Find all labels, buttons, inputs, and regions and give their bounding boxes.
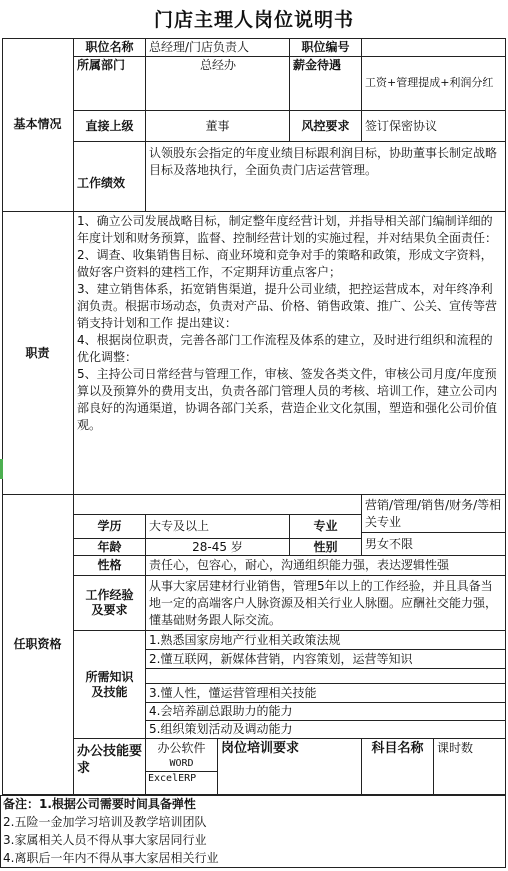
position-name-value: 总经理/门店负责人 <box>146 38 290 57</box>
notes-frame <box>0 795 506 868</box>
skill-item-blank <box>146 669 506 684</box>
office-software-word: WORD <box>169 758 194 769</box>
duty-item: 3、建立销售体系，拓宽销售渠道，提升公司业绩，把控运营成本，对年终净利润负责。根据市场动态，负责对产品、价格、销售政策、推广、公关、宣传等营销支持计划和工作 提出建议： <box>77 282 498 330</box>
department-label: 所属部门 <box>74 57 146 111</box>
office-software-label: 办公软件 <box>157 741 206 755</box>
major-value: 营销/管理/销售/财务/等相关专业 <box>362 495 506 533</box>
personality-label: 性格 <box>74 556 146 576</box>
supervisor-label: 直接上级 <box>74 111 146 142</box>
qualification-blank-top <box>74 495 362 514</box>
experience-value: 从事大家居建材行业销售，管理5年以上的工作经验，并且具备当地一定的高端客户人脉资源及相关行业人脉圈。应酬社交能力强，懂基础财务跟人际交流。 <box>146 576 506 631</box>
salary-label: 薪金待遇 <box>290 57 362 111</box>
position-no-value <box>362 38 506 57</box>
note-text: 4.离职后一年内不得从事大家居相关行业 <box>3 851 219 865</box>
performance-label: 工作绩效 <box>74 142 146 212</box>
risk-control-value: 签订保密协议 <box>362 111 506 142</box>
subject-name-label: 科目名称 <box>362 739 434 795</box>
row-marker <box>0 459 3 479</box>
duty-item: 2、调查、收集销售目标、商业环境和竞争对手的策略和政策，形成文字资料，做好客户资料的建档工作，不定期拜访重点客户； <box>77 248 493 279</box>
age-value: 28-45 岁 <box>146 539 290 556</box>
skills-label: 所需知识及技能 <box>74 631 146 739</box>
skill-item: 1.熟悉国家房地产行业相关政策法规 <box>146 631 506 650</box>
skill-item: 3.懂人性，懂运营管理相关技能 <box>146 684 506 703</box>
training-label: 岗位培训要求 <box>218 739 362 795</box>
office-skills-value <box>146 739 218 795</box>
duty-item: 5、主持公司日常经营与管理工作，审核、签发各类文件，审核公司月度/年度预算以及预算外的费用支出，负责各部门管理人员的考核、培训工作，建立公司内部良好的沟通渠道，协调各部门关系，营造企业文化氛围，塑造和强化公司价值观。 <box>77 367 498 432</box>
skill-item: 4.会培养副总跟助力的能力 <box>146 703 506 721</box>
duty-item: 4、根据岗位职责，完善各部门工作流程及体系的建立，及时进行组织和流程的优化调整： <box>77 333 493 364</box>
performance-value: 认领股东会指定的年度业绩目标跟利润目标，协助董事长制定战略目标及落地执行，全面负责门店运营管理。 <box>146 142 506 212</box>
position-no-label: 职位编号 <box>290 38 362 57</box>
personality-value: 责任心，包容心，耐心，沟通组织能力强，表达逻辑性强 <box>146 556 506 576</box>
age-label: 年龄 <box>74 539 146 556</box>
office-software-excel: ExcelERP <box>146 771 217 786</box>
document-title: 门店主理人岗位说明书 <box>153 9 354 31</box>
note-text: 备注：1.根据公司需要时间具备弹性 <box>3 797 196 811</box>
office-skills-label: 办公技能要求 <box>74 739 146 795</box>
course-hours-label: 课时数 <box>434 739 506 795</box>
position-name-label: 职位名称 <box>74 38 146 57</box>
department-value: 总经办 <box>146 57 290 111</box>
section-duties-label: 职责 <box>2 212 74 495</box>
supervisor-value: 董事 <box>146 111 290 142</box>
risk-control-label: 风控要求 <box>290 111 362 142</box>
duty-item: 1、确立公司发展战略目标，制定整年度经营计划，并指导相关部门编制详细的年度计划和财务预算，监督、控制经营计划的实施过程，并对结果负全面责任： <box>77 214 498 245</box>
experience-label: 工作经验及要求 <box>74 576 146 631</box>
gender-label: 性别 <box>290 539 362 556</box>
skill-item: 5.组织策划活动及调动能力 <box>146 721 506 739</box>
note-text: 3.家属相关人员不得从事大家居同行业 <box>3 833 207 847</box>
skill-item: 2.懂互联网，新媒体营销，内容策划，运营等知识 <box>146 650 506 669</box>
education-value: 大专及以上 <box>146 514 290 539</box>
section-qualification-label: 任职资格 <box>2 495 74 795</box>
major-label: 专业 <box>290 514 362 539</box>
duties-list <box>74 212 506 495</box>
section-basic-label: 基本情况 <box>2 38 74 212</box>
note-text: 2.五险一金加学习培训及教学培训团队 <box>3 815 207 829</box>
gender-value: 男女不限 <box>362 533 506 556</box>
education-label: 学历 <box>74 514 146 539</box>
salary-value: 工资+管理提成+利润分红 <box>362 57 506 111</box>
